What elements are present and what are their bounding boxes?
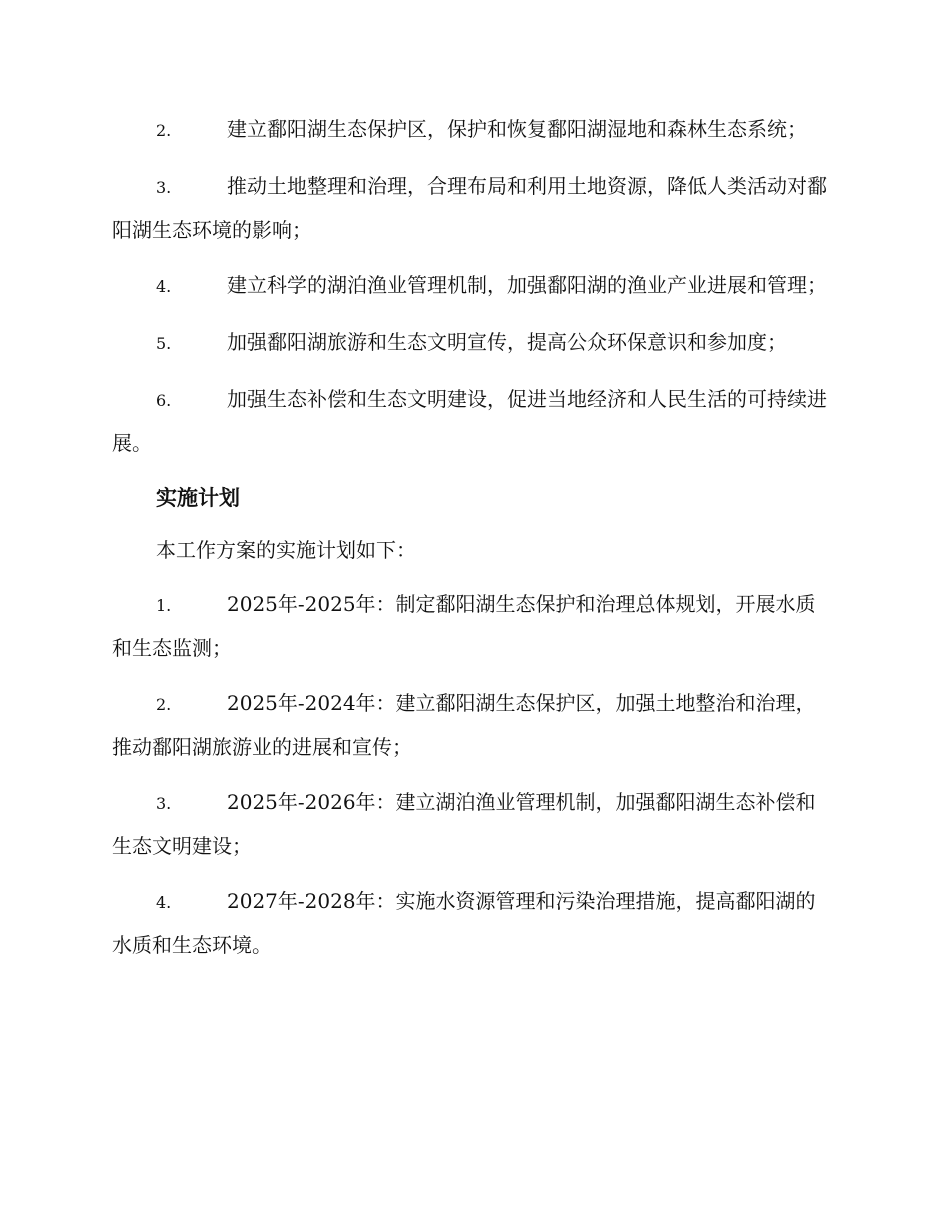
measure-item <box>112 378 834 464</box>
list-text: 推动土地整理和治理，合理布局和利用土地资源，降低人类活动对鄱阳湖生态环境的影响； <box>112 174 827 242</box>
list-number: 2. <box>156 695 172 714</box>
plan-item <box>112 682 834 768</box>
list-number: 4. <box>156 893 172 912</box>
list-number: 2. <box>156 121 172 140</box>
list-text: 2025年-2024年：建立鄱阳湖生态保护区，加强土地整治和治理，推动鄱阳湖旅游业的进展和宣传； <box>112 691 816 759</box>
list-number: 6. <box>156 391 172 410</box>
list-number: 3. <box>156 794 172 813</box>
list-text: 建立科学的湖泊渔业管理机制，加强鄱阳湖的渔业产业进展和管理； <box>227 273 827 297</box>
measure-item <box>112 321 834 365</box>
list-text: 2025年-2025年：制定鄱阳湖生态保护和治理总体规划，开展水质和生态监测； <box>112 592 816 660</box>
section-heading: 实施计划 <box>156 485 240 510</box>
measure-item <box>112 264 834 308</box>
list-text: 加强生态补偿和生态文明建设，促进当地经济和人民生活的可持续进展。 <box>112 387 827 455</box>
list-text: 加强鄱阳湖旅游和生态文明宣传，提高公众环保意识和参加度； <box>227 330 787 354</box>
plan-item <box>112 781 834 867</box>
plan-item <box>112 880 834 966</box>
list-number: 5. <box>156 334 172 353</box>
list-text: 建立鄱阳湖生态保护区，保护和恢复鄱阳湖湿地和森林生态系统； <box>227 117 807 141</box>
document-body <box>112 108 834 979</box>
list-number: 4. <box>156 277 172 296</box>
list-number: 3. <box>156 178 172 197</box>
list-text: 2027年-2028年：实施水资源管理和污染治理措施，提高鄱阳湖的水质和生态环境。 <box>112 889 816 957</box>
list-number: 1. <box>156 596 172 615</box>
section-intro: 本工作方案的实施计划如下： <box>156 538 416 562</box>
measure-item <box>112 165 834 251</box>
plan-item <box>112 583 834 669</box>
list-text: 2025年-2026年：建立湖泊渔业管理机制，加强鄱阳湖生态补偿和生态文明建设； <box>112 790 816 858</box>
measure-item <box>112 108 834 152</box>
